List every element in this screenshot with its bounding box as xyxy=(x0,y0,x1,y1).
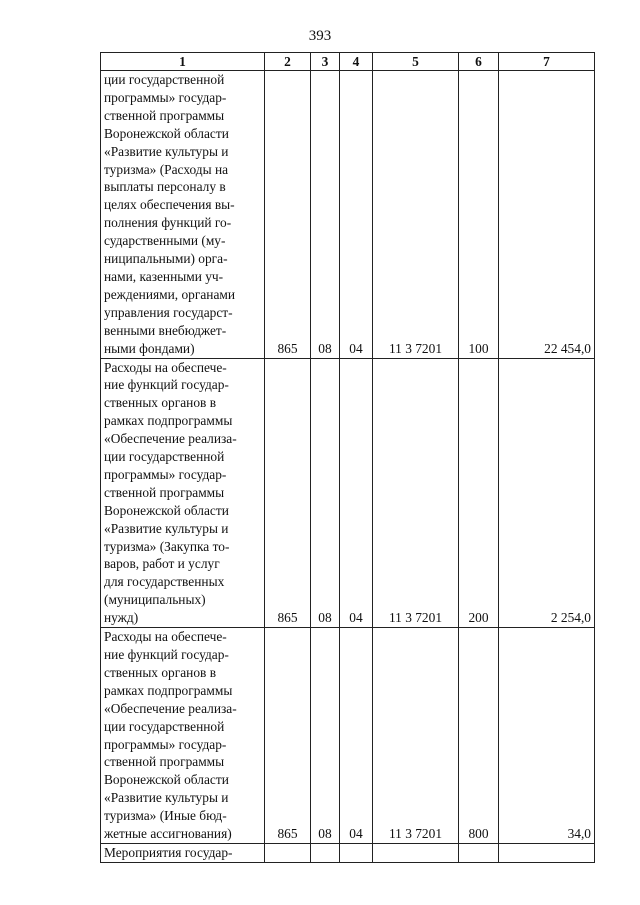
row-col-3: 08 xyxy=(311,71,340,359)
row-col-5: 11 3 7201 xyxy=(373,628,459,844)
row-col-6: 100 xyxy=(459,71,499,359)
table-row xyxy=(101,71,595,359)
row-col-4: 04 xyxy=(340,358,373,628)
row-col-5: 11 3 7201 xyxy=(373,358,459,628)
row-col-6: 200 xyxy=(459,358,499,628)
row-col-2: 865 xyxy=(265,628,311,844)
row-col-7 xyxy=(499,843,595,862)
header-col-6: 6 xyxy=(459,53,499,71)
header-col-7: 7 xyxy=(499,53,595,71)
row-col-2: 865 xyxy=(265,358,311,628)
row-col-3 xyxy=(311,843,340,862)
row-description: Расходы на обеспече- ние функций государ- ственных органов в рамках подпрограммы «Обеспечение реализа- ции государственной программы» государ- ственной программы Воронежской области «Развитие культуры и туризма» (Иные бюд- жетные ассигнования) xyxy=(101,628,265,844)
row-col-2 xyxy=(265,843,311,862)
row-col-6: 800 xyxy=(459,628,499,844)
header-col-5: 5 xyxy=(373,53,459,71)
row-description: ции государственной программы» государ- ственной программы Воронежской области «Развитие культуры и туризма» (Расходы на выплаты персоналу в целях обеспечения вы- полнения функций го- сударственными (му- ниципальными) орга- нами, казенными уч- реждениями, органами управления государст- венными внебюджет- ными фондами) xyxy=(101,71,265,359)
header-col-3: 3 xyxy=(311,53,340,71)
row-col-3: 08 xyxy=(311,358,340,628)
row-col-2: 865 xyxy=(265,71,311,359)
header-col-1: 1 xyxy=(101,53,265,71)
page-number: 393 xyxy=(308,28,332,44)
row-description: Мероприятия государ- xyxy=(101,843,265,862)
header-row xyxy=(101,53,595,71)
row-col-4 xyxy=(340,843,373,862)
row-col-7: 22 454,0 xyxy=(499,71,595,359)
row-col-4: 04 xyxy=(340,628,373,844)
row-col-3: 08 xyxy=(311,628,340,844)
row-col-6 xyxy=(459,843,499,862)
row-description: Расходы на обеспече- ние функций государ- ственных органов в рамках подпрограммы «Обеспечение реализа- ции государственной программы» государ- ственной программы Воронежской области «Развитие культуры и туризма» (Закупка то- варов, работ и услуг для государственных (муниципальных) нужд) xyxy=(101,358,265,628)
header-col-4: 4 xyxy=(340,53,373,71)
row-col-7: 34,0 xyxy=(499,628,595,844)
table-row xyxy=(101,358,595,628)
table-row xyxy=(101,628,595,844)
row-col-7: 2 254,0 xyxy=(499,358,595,628)
row-col-5 xyxy=(373,843,459,862)
row-col-5: 11 3 7201 xyxy=(373,71,459,359)
header-col-2: 2 xyxy=(265,53,311,71)
table-row xyxy=(101,843,595,862)
row-col-4: 04 xyxy=(340,71,373,359)
budget-table xyxy=(100,52,595,863)
